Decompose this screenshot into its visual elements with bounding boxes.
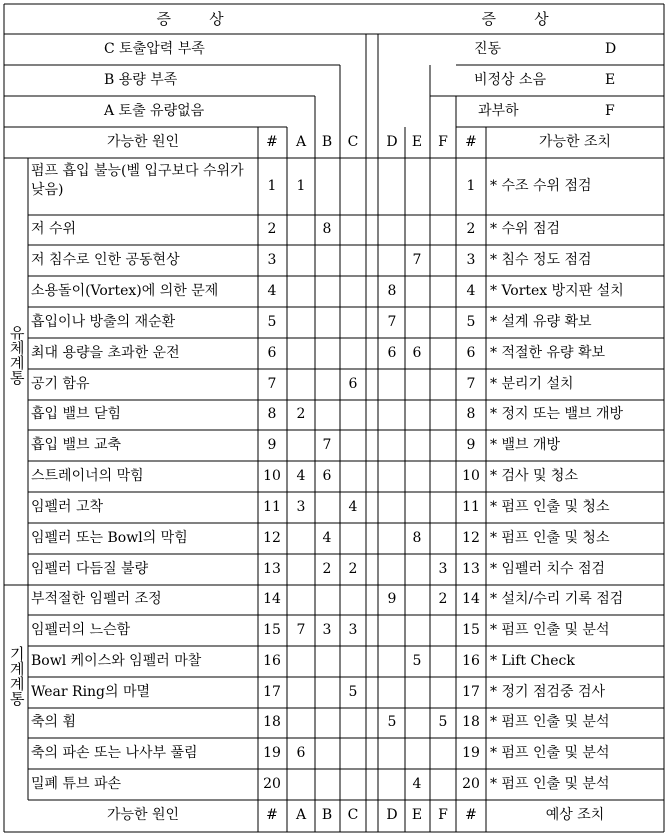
row-cause: 밀폐 튜브 파손 (31, 775, 122, 792)
row-cause: 흡입 밸브 교축 (31, 436, 122, 453)
symptom-c-label: C 토출압력 부족 (104, 41, 205, 57)
row-num2-value: 12 (462, 529, 480, 546)
symptom-e-name: 비정상 소음 (474, 72, 547, 88)
row-num2-value: 9 (466, 436, 476, 453)
row-action: * 검사 및 청소 (490, 467, 578, 484)
row-action: * Lift Check (490, 652, 575, 669)
row-f-value: 2 (438, 591, 448, 607)
footer-cause: 가능한 원인 (106, 807, 180, 823)
row-num-value: 17 (263, 683, 281, 700)
row-a-value: 7 (296, 621, 306, 638)
row-action: * Vortex 방지판 설치 (490, 282, 624, 299)
row-b-value: 7 (322, 436, 332, 453)
row-action: * 분리기 설치 (490, 375, 574, 392)
row-e-value: 7 (412, 251, 422, 268)
footer-num2: # (465, 807, 477, 823)
row-action: * 펌프 인출 및 청소 (490, 498, 610, 515)
row-d-value: 9 (387, 591, 397, 607)
row-action: * 수조 수위 점검 (490, 177, 592, 194)
row-action: * 펌프 인출 및 분석 (490, 744, 610, 761)
row-num-value: 9 (267, 436, 277, 453)
row-cause: 흡입이나 방출의 재순환 (31, 313, 176, 330)
row-cause: 스트레이너의 막힘 (31, 467, 144, 484)
symptom-f-name: 과부하 (478, 103, 519, 119)
row-c-value: 6 (348, 375, 358, 392)
row-action: * 정기 점검중 검사 (490, 683, 606, 700)
symptom-header-right: 증 상 (481, 10, 549, 28)
row-c-value: 3 (348, 621, 358, 638)
row-cause: 임펠러 또는 Bowl의 막힘 (31, 529, 188, 546)
footer-d: D (386, 807, 398, 823)
row-cause: 펌프 흡입 불능(벨 입구보다 수위가 낮음) (31, 163, 244, 198)
row-num-value: 2 (267, 221, 277, 237)
row-num-value: 13 (263, 560, 281, 577)
row-f-value: 5 (438, 714, 448, 730)
symptom-a-label: A 토출 유량없음 (104, 103, 205, 119)
row-action: * 적절한 유량 확보 (490, 344, 606, 361)
row-b-value: 2 (322, 560, 332, 577)
column-header-d: D (386, 134, 398, 150)
row-num-value: 7 (267, 375, 277, 392)
row-cause: 축의 휨 (31, 714, 77, 730)
row-f-value: 3 (438, 560, 448, 577)
row-a-value: 6 (296, 744, 306, 761)
row-num-value: 19 (263, 744, 281, 761)
row-cause: Bowl 케이스와 임펠러 마찰 (31, 652, 202, 669)
row-num2-value: 13 (462, 560, 480, 577)
symptom-b-label: B 용량 부족 (104, 72, 178, 88)
row-cause: 저 수위 (31, 221, 77, 237)
row-action: * 펌프 인출 및 청소 (490, 529, 610, 546)
row-cause: 임펠러 다듬질 불량 (31, 560, 149, 577)
footer-f: F (438, 807, 448, 823)
row-d-value: 6 (387, 344, 397, 361)
row-num2-value: 2 (466, 221, 476, 237)
footer-action: 예상 조치 (545, 807, 605, 823)
row-action: * 펌프 인출 및 분석 (490, 621, 610, 638)
row-cause: 임펠러의 느슨함 (31, 621, 131, 638)
symptom-d-name: 진동 (474, 41, 502, 57)
symptom-e-code: E (605, 72, 616, 88)
row-e-value: 4 (412, 775, 422, 792)
column-header-e: E (411, 134, 423, 150)
row-d-value: 7 (387, 313, 397, 330)
column-header-c: C (347, 134, 359, 150)
row-a-value: 4 (296, 467, 306, 484)
row-num2-value: 4 (466, 282, 476, 299)
column-header-b: B (321, 134, 333, 150)
row-num2-value: 7 (466, 375, 476, 392)
row-action: * 수위 점검 (490, 221, 560, 237)
row-num2-value: 5 (466, 313, 476, 330)
row-d-value: 5 (387, 714, 397, 730)
row-action: * 밸브 개방 (490, 436, 560, 453)
row-num-value: 20 (263, 775, 281, 792)
row-cause: 임펠러 고착 (31, 498, 104, 515)
row-cause: 소용돌이(Vortex)에 의한 문제 (31, 282, 219, 299)
column-header-cause: 가능한 원인 (106, 134, 180, 150)
row-e-value: 5 (412, 652, 422, 669)
footer-b: B (321, 807, 333, 823)
row-action: * 설치/수리 기록 점검 (490, 591, 624, 607)
row-cause: 흡입 밸브 닫힘 (31, 406, 122, 422)
row-num-value: 4 (267, 282, 277, 299)
row-action: * 펌프 인출 및 분석 (490, 775, 610, 792)
row-num2-value: 14 (462, 591, 480, 607)
footer-c: C (347, 807, 359, 823)
row-a-value: 2 (296, 406, 306, 422)
row-num-value: 6 (267, 344, 277, 361)
row-d-value: 8 (387, 282, 397, 299)
row-a-value: 1 (296, 177, 306, 194)
row-num2-value: 10 (462, 467, 480, 484)
row-b-value: 4 (322, 529, 332, 546)
row-num-value: 11 (263, 498, 281, 515)
row-e-value: 6 (412, 344, 422, 361)
row-e-value: 8 (412, 529, 422, 546)
row-action: * 정지 또는 밸브 개방 (490, 406, 623, 422)
row-c-value: 2 (348, 560, 358, 577)
row-num2-value: 16 (462, 652, 480, 669)
row-cause: Wear Ring의 마멸 (31, 683, 151, 700)
column-header-action: 가능한 조치 (538, 134, 612, 150)
row-num2-value: 8 (466, 406, 476, 422)
row-num-value: 1 (267, 177, 277, 194)
footer-num: # (266, 807, 278, 823)
row-cause: 공기 함유 (31, 375, 90, 392)
row-c-value: 4 (348, 498, 358, 515)
column-header-f: F (438, 134, 448, 150)
row-num2-value: 15 (462, 621, 480, 638)
row-num2-value: 17 (462, 683, 480, 700)
row-num-value: 14 (263, 591, 281, 607)
row-num2-value: 19 (462, 744, 480, 761)
row-cause: 저 침수로 인한 공동현상 (31, 251, 180, 268)
row-a-value: 3 (296, 498, 306, 515)
row-action: * 설계 유량 확보 (490, 313, 592, 330)
row-num-value: 3 (267, 251, 277, 268)
row-num2-value: 6 (466, 344, 476, 361)
row-cause: 축의 파손 또는 나사부 풀림 (31, 744, 198, 761)
row-num2-value: 18 (462, 714, 480, 730)
row-num-value: 10 (263, 467, 281, 484)
row-num2-value: 20 (462, 775, 480, 792)
row-num-value: 18 (263, 714, 281, 730)
column-header-num: # (266, 134, 278, 150)
row-b-value: 8 (322, 221, 332, 237)
symptom-f-code: F (605, 103, 615, 119)
row-num2-value: 3 (466, 251, 476, 268)
row-num-value: 5 (267, 313, 277, 330)
row-num-value: 15 (263, 621, 281, 638)
row-action: * 임펠러 치수 점검 (490, 560, 606, 577)
row-num-value: 16 (263, 652, 281, 669)
row-c-value: 5 (348, 683, 358, 700)
column-header-num2: # (465, 134, 477, 150)
row-cause: 부적절한 임펠러 조정 (31, 591, 162, 607)
symptom-header-left: 증 상 (156, 10, 224, 28)
footer-a: A (295, 807, 307, 823)
row-action: * 침수 정도 점검 (490, 251, 592, 268)
row-action: * 펌프 인출 및 분석 (490, 714, 610, 730)
row-cause: 최대 용량을 초과한 운전 (31, 344, 180, 361)
group-label-fluid: 유 체 계 통 (10, 324, 25, 387)
group-label-mechanical: 기 계 계 통 (10, 645, 25, 708)
row-num-value: 12 (263, 529, 281, 546)
row-b-value: 3 (322, 621, 332, 638)
column-header-a: A (295, 134, 307, 150)
symptom-d-code: D (605, 41, 617, 57)
row-num-value: 8 (267, 406, 277, 422)
row-b-value: 6 (322, 467, 332, 484)
row-num2-value: 1 (466, 177, 476, 194)
footer-e: E (411, 807, 423, 823)
row-num2-value: 11 (462, 498, 480, 515)
